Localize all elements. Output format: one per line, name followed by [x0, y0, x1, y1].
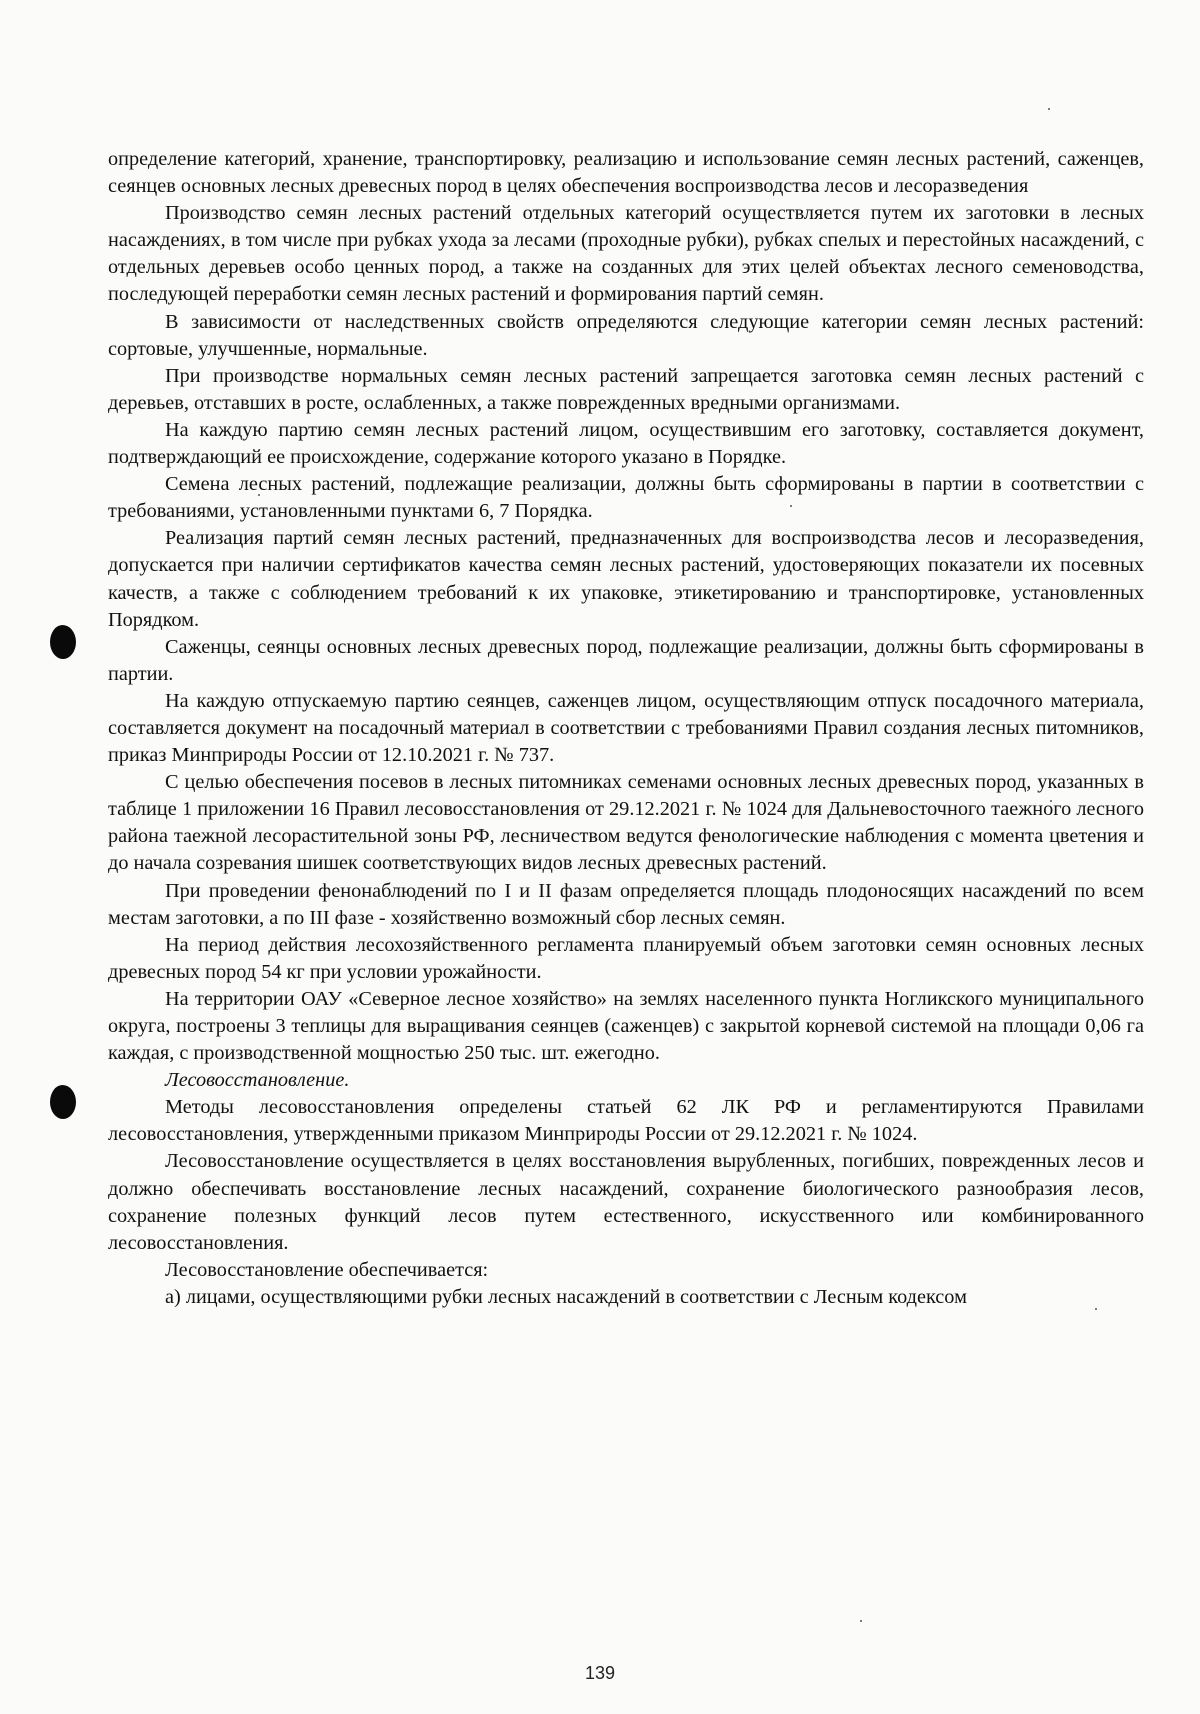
page-number: 139 — [584, 1663, 616, 1683]
paragraph: Производство семян лесных растений отдельных категорий осуществляется путем их заготовки в лесных насаждениях, в том числе при рубках ухода за лесами (проходные рубки), рубках спелых и перестойных насаждений, с отдельных деревьев особо ценных пород, а также на созданных для этих целей объектах лесного семеноводства, последующей переработки семян лесных растений и формирования партий семян. — [108, 202, 1144, 306]
paragraph: Реализация партий семян лесных растений, предназначенных для воспроизводства лесов и лесоразведения, допускается при наличии сертификатов качества семян лесных растений, удостоверяющих показатели их посевных качеств, а также с соблюдением требований к их упаковке, этикетированию и транспортировке, установленных Порядком. — [108, 527, 1144, 631]
paragraph: Семена лесных растений, подлежащие реализации, должны быть сформированы в партии в соответствии с требованиями, установленными пунктами 6, 7 Порядка. — [108, 473, 1144, 523]
paragraph: Саженцы, сеянцы основных лесных древесных пород, подлежащие реализации, должны быть сформированы в партии. — [108, 635, 1144, 685]
paragraph: Лесовосстановление обеспечивается: — [165, 1258, 489, 1281]
paragraph: При проведении фенонаблюдений по I и II фазам определяется площадь плодоносящих насаждений по всем местам заготовки, а по III фазе - хозяйственно возможный сбор лесных семян. — [108, 879, 1144, 929]
paragraph: На каждую отпускаемую партию сеянцев, саженцев лицом, осуществляющим отпуск посадочного материала, составляется документ на посадочный материал в соответствии с требованиями Правил создания лесных питомников, приказ Минприроды России от 12.10.2021 г. № 737. — [108, 689, 1144, 767]
punch-hole-mark — [50, 1085, 76, 1119]
scan-speck — [860, 1620, 862, 1622]
paragraph: На территории ОАУ «Северное лесное хозяйство» на землях населенного пункта Ногликского муниципального округа, построены 3 теплицы для выращивания сеянцев (саженцев) с закрытой корневой системой на площади 0,06 га каждая, с производственной мощностью 250 тыс. шт. ежегодно. — [108, 987, 1144, 1065]
punch-hole-mark — [50, 625, 76, 659]
section-heading: Лесовосстановление. — [165, 1069, 350, 1092]
paragraph: Методы лесовосстановления определены статьей 62 ЛК РФ и регламентируются Правилами лесовосстановления, утвержденными приказом Минприроды России от 29.12.2021 г. № 1024. — [108, 1096, 1144, 1146]
paragraph: определение категорий, хранение, транспортировку, реализацию и использование семян лесных растений, саженцев, сеянцев основных лесных древесных пород в целях обеспечения воспроизводства лесов и лесоразведения — [108, 148, 1144, 198]
document-body — [108, 146, 1144, 1311]
paragraph: а) лицами, осуществляющими рубки лесных насаждений в соответствии с Лесным кодексом — [165, 1285, 967, 1308]
paragraph: На период действия лесохозяйственного регламента планируемый объем заготовки семян основных лесных древесных пород 54 кг при условии урожайности. — [108, 933, 1144, 983]
paragraph: В зависимости от наследственных свойств определяются следующие категории семян лесных растений: сортовые, улучшенные, нормальные. — [108, 310, 1144, 360]
paragraph: С целью обеспечения посевов в лесных питомниках семенами основных лесных древесных пород, указанных в таблице 1 приложении 16 Правил лесовосстановления от 29.12.2021 г. № 1024 для Дальневосточного таежного лесного района таежной лесорастительной зоны РФ, лесничеством ведутся фенологические наблюдения с момента цветения и до начала созревания шишек соответствующих видов лесных древесных растений. — [108, 771, 1144, 875]
scan-speck — [1048, 108, 1050, 110]
paragraph: При производстве нормальных семян лесных растений запрещается заготовка семян лесных растений с деревьев, отставших в росте, ослабленных, а также поврежденных вредными организмами. — [108, 364, 1144, 414]
paragraph: На каждую партию семян лесных растений лицом, осуществившим его заготовку, составляется документ, подтверждающий ее происхождение, содержание которого указано в Порядке. — [108, 418, 1144, 469]
paragraph: Лесовосстановление осуществляется в целях восстановления вырубленных, погибших, поврежденных лесов и должно обеспечивать восстановление лесных насаждений, сохранение биологического разнообразия лесов, сохранение полезных функций лесов путем естественного, искусственного или комбинированного лесовосстановления. — [108, 1150, 1144, 1254]
